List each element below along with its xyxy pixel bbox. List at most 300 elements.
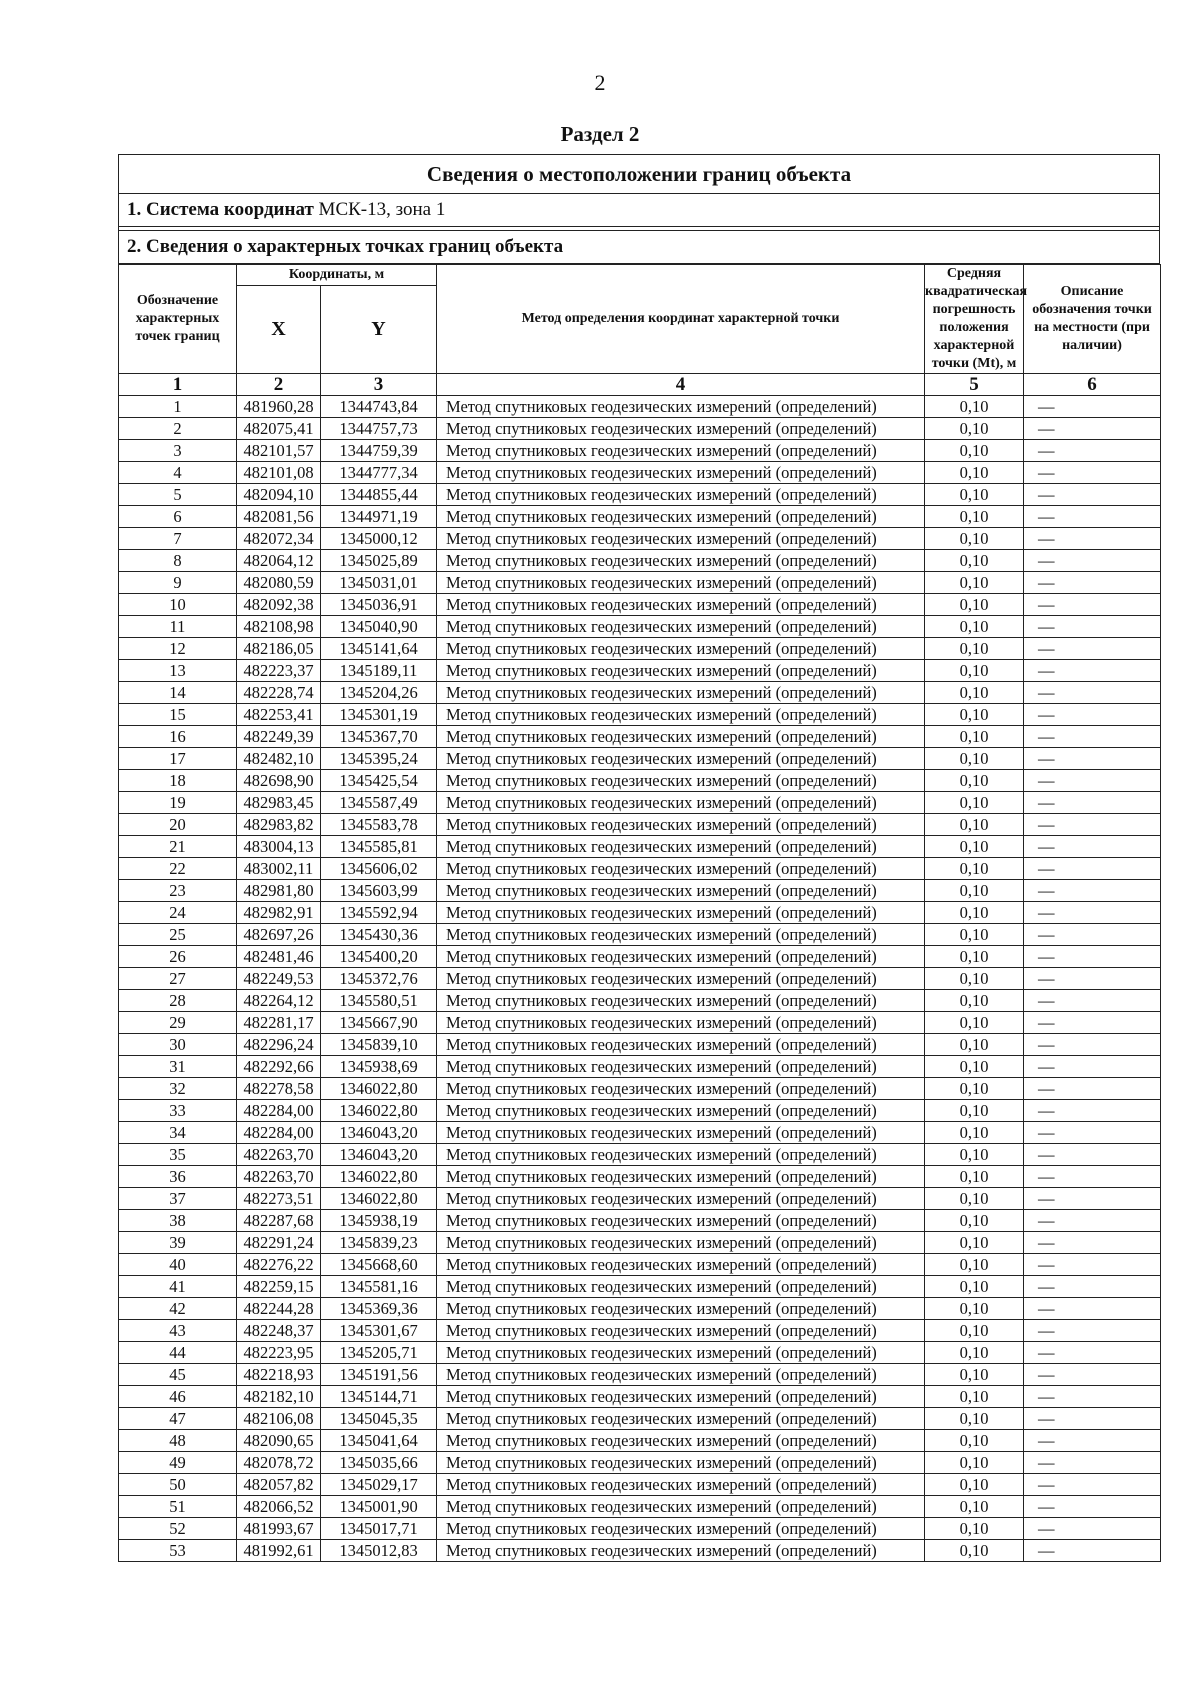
table-row: [119, 1254, 1161, 1276]
error-value: 0,10: [925, 1408, 1024, 1430]
point-number: 25: [119, 924, 237, 946]
description: —: [1024, 1078, 1161, 1100]
method: Метод спутниковых геодезических измерений (определений): [437, 1474, 925, 1496]
method: Метод спутниковых геодезических измерений (определений): [437, 770, 925, 792]
y-coordinate: 1345400,20: [321, 946, 437, 968]
point-number: 18: [119, 770, 237, 792]
header-method: Метод определения координат характерной точки: [437, 265, 925, 374]
table-row: [119, 1056, 1161, 1078]
y-coordinate: 1345369,36: [321, 1298, 437, 1320]
coordinate-system-line: [119, 194, 1159, 227]
x-coordinate: 482244,28: [237, 1298, 321, 1320]
table-row: [119, 1386, 1161, 1408]
description: —: [1024, 1518, 1161, 1540]
point-number: 42: [119, 1298, 237, 1320]
y-coordinate: 1345205,71: [321, 1342, 437, 1364]
table-row: [119, 1540, 1161, 1562]
description: —: [1024, 1056, 1161, 1078]
point-number: 30: [119, 1034, 237, 1056]
y-coordinate: 1345603,99: [321, 880, 437, 902]
point-number: 17: [119, 748, 237, 770]
table-row: [119, 1034, 1161, 1056]
point-number: 43: [119, 1320, 237, 1342]
y-coordinate: 1345938,19: [321, 1210, 437, 1232]
table-body: [119, 396, 1161, 1562]
method: Метод спутниковых геодезических измерений (определений): [437, 924, 925, 946]
x-coordinate: 482259,15: [237, 1276, 321, 1298]
x-coordinate: 482078,72: [237, 1452, 321, 1474]
method: Метод спутниковых геодезических измерений (определений): [437, 616, 925, 638]
method: Метод спутниковых геодезических измерений (определений): [437, 704, 925, 726]
x-coordinate: 482080,59: [237, 572, 321, 594]
x-coordinate: 482101,08: [237, 462, 321, 484]
y-coordinate: 1345301,19: [321, 704, 437, 726]
y-coordinate: 1345667,90: [321, 1012, 437, 1034]
x-coordinate: 482263,70: [237, 1144, 321, 1166]
method: Метод спутниковых геодезических измерений (определений): [437, 1496, 925, 1518]
boundary-points-table: [118, 264, 1161, 1562]
point-number: 45: [119, 1364, 237, 1386]
x-coordinate: 482182,10: [237, 1386, 321, 1408]
table-row: [119, 1298, 1161, 1320]
point-number: 13: [119, 660, 237, 682]
method: Метод спутниковых геодезических измерений (определений): [437, 484, 925, 506]
description: —: [1024, 484, 1161, 506]
y-coordinate: 1344759,39: [321, 440, 437, 462]
x-coordinate: 482284,00: [237, 1122, 321, 1144]
table-row: [119, 792, 1161, 814]
y-coordinate: 1345001,90: [321, 1496, 437, 1518]
table-row: [119, 1342, 1161, 1364]
point-number: 39: [119, 1232, 237, 1254]
point-number: 21: [119, 836, 237, 858]
description: —: [1024, 1144, 1161, 1166]
method: Метод спутниковых геодезических измерений (определений): [437, 1408, 925, 1430]
x-coordinate: 482264,12: [237, 990, 321, 1012]
y-coordinate: 1345204,26: [321, 682, 437, 704]
description: —: [1024, 1210, 1161, 1232]
error-value: 0,10: [925, 770, 1024, 792]
y-coordinate: 1345839,23: [321, 1232, 437, 1254]
description: —: [1024, 748, 1161, 770]
method: Метод спутниковых геодезических измерений (определений): [437, 748, 925, 770]
error-value: 0,10: [925, 660, 1024, 682]
method: Метод спутниковых геодезических измерений (определений): [437, 1232, 925, 1254]
method: Метод спутниковых геодезических измерений (определений): [437, 418, 925, 440]
method: Метод спутниковых геодезических измерений (определений): [437, 506, 925, 528]
x-coordinate: 482094,10: [237, 484, 321, 506]
point-number: 29: [119, 1012, 237, 1034]
description: —: [1024, 924, 1161, 946]
method: Метод спутниковых геодезических измерений (определений): [437, 594, 925, 616]
description: —: [1024, 1298, 1161, 1320]
method: Метод спутниковых геодезических измерений (определений): [437, 660, 925, 682]
x-coordinate: 482287,68: [237, 1210, 321, 1232]
description: —: [1024, 858, 1161, 880]
y-coordinate: 1346022,80: [321, 1100, 437, 1122]
method: Метод спутниковых геодезических измерений (определений): [437, 1078, 925, 1100]
error-value: 0,10: [925, 1188, 1024, 1210]
error-value: 0,10: [925, 1012, 1024, 1034]
x-coordinate: 482108,98: [237, 616, 321, 638]
table-row: [119, 506, 1161, 528]
table-row: [119, 638, 1161, 660]
y-coordinate: 1344777,34: [321, 462, 437, 484]
header-y: Y: [321, 285, 437, 373]
error-value: 0,10: [925, 1232, 1024, 1254]
column-number: 5: [925, 374, 1024, 396]
method: Метод спутниковых геодезических измерений (определений): [437, 726, 925, 748]
x-coordinate: 482106,08: [237, 1408, 321, 1430]
method: Метод спутниковых геодезических измерений (определений): [437, 1298, 925, 1320]
error-value: 0,10: [925, 1100, 1024, 1122]
description: —: [1024, 880, 1161, 902]
table-row: [119, 726, 1161, 748]
description: —: [1024, 1540, 1161, 1562]
table-row: [119, 1210, 1161, 1232]
y-coordinate: 1345592,94: [321, 902, 437, 924]
table-row: [119, 462, 1161, 484]
x-coordinate: 482981,80: [237, 880, 321, 902]
y-coordinate: 1345191,56: [321, 1364, 437, 1386]
method: Метод спутниковых геодезических измерений (определений): [437, 572, 925, 594]
table-row: [119, 814, 1161, 836]
y-coordinate: 1345029,17: [321, 1474, 437, 1496]
y-coordinate: 1346022,80: [321, 1188, 437, 1210]
y-coordinate: 1345025,89: [321, 550, 437, 572]
x-coordinate: 481960,28: [237, 396, 321, 418]
point-number: 6: [119, 506, 237, 528]
method: Метод спутниковых геодезических измерений (определений): [437, 1254, 925, 1276]
y-coordinate: 1345938,69: [321, 1056, 437, 1078]
y-coordinate: 1346043,20: [321, 1122, 437, 1144]
description: —: [1024, 528, 1161, 550]
description: —: [1024, 1430, 1161, 1452]
error-value: 0,10: [925, 572, 1024, 594]
error-value: 0,10: [925, 682, 1024, 704]
error-value: 0,10: [925, 858, 1024, 880]
y-coordinate: 1345017,71: [321, 1518, 437, 1540]
point-number: 11: [119, 616, 237, 638]
error-value: 0,10: [925, 1078, 1024, 1100]
x-coordinate: 482697,26: [237, 924, 321, 946]
error-value: 0,10: [925, 1056, 1024, 1078]
table-row: [119, 946, 1161, 968]
method: Метод спутниковых геодезических измерений (определений): [437, 440, 925, 462]
y-coordinate: 1344743,84: [321, 396, 437, 418]
error-value: 0,10: [925, 1342, 1024, 1364]
y-coordinate: 1345668,60: [321, 1254, 437, 1276]
table-row: [119, 924, 1161, 946]
method: Метод спутниковых геодезических измерений (определений): [437, 1364, 925, 1386]
point-number: 26: [119, 946, 237, 968]
table-row: [119, 880, 1161, 902]
table-row: [119, 1320, 1161, 1342]
description: —: [1024, 902, 1161, 924]
description: —: [1024, 418, 1161, 440]
y-coordinate: 1345430,36: [321, 924, 437, 946]
method: Метод спутниковых геодезических измерений (определений): [437, 902, 925, 924]
method: Метод спутниковых геодезических измерений (определений): [437, 396, 925, 418]
x-coordinate: 482090,65: [237, 1430, 321, 1452]
x-coordinate: 482186,05: [237, 638, 321, 660]
x-coordinate: 482223,95: [237, 1342, 321, 1364]
header-designation: Обозначение характерных точек границ: [119, 265, 237, 374]
description: —: [1024, 1496, 1161, 1518]
error-value: 0,10: [925, 594, 1024, 616]
header-error: Средняя квадратическая погрешность положения характерной точки (Mt), м: [925, 265, 1024, 374]
error-value: 0,10: [925, 1386, 1024, 1408]
y-coordinate: 1346022,80: [321, 1166, 437, 1188]
y-coordinate: 1345395,24: [321, 748, 437, 770]
point-number: 7: [119, 528, 237, 550]
error-value: 0,10: [925, 528, 1024, 550]
x-coordinate: 482278,58: [237, 1078, 321, 1100]
x-coordinate: 483004,13: [237, 836, 321, 858]
y-coordinate: 1345031,01: [321, 572, 437, 594]
x-coordinate: 482482,10: [237, 748, 321, 770]
table-row: [119, 572, 1161, 594]
x-coordinate: 482075,41: [237, 418, 321, 440]
error-value: 0,10: [925, 968, 1024, 990]
method: Метод спутниковых геодезических измерений (определений): [437, 836, 925, 858]
y-coordinate: 1346022,80: [321, 1078, 437, 1100]
column-number: 3: [321, 374, 437, 396]
error-value: 0,10: [925, 1518, 1024, 1540]
info-box: [118, 154, 1160, 264]
error-value: 0,10: [925, 484, 1024, 506]
table-row: [119, 1232, 1161, 1254]
description: —: [1024, 704, 1161, 726]
table-row: [119, 968, 1161, 990]
table-row: [119, 594, 1161, 616]
error-value: 0,10: [925, 1144, 1024, 1166]
point-number: 3: [119, 440, 237, 462]
point-number: 46: [119, 1386, 237, 1408]
y-coordinate: 1345045,35: [321, 1408, 437, 1430]
x-coordinate: 482263,70: [237, 1166, 321, 1188]
x-coordinate: 482223,37: [237, 660, 321, 682]
description: —: [1024, 1474, 1161, 1496]
header-x: X: [237, 285, 321, 373]
point-number: 27: [119, 968, 237, 990]
description: —: [1024, 1408, 1161, 1430]
point-number: 20: [119, 814, 237, 836]
table-row: [119, 1276, 1161, 1298]
x-coordinate: 482253,41: [237, 704, 321, 726]
error-value: 0,10: [925, 1210, 1024, 1232]
error-value: 0,10: [925, 1034, 1024, 1056]
y-coordinate: 1346043,20: [321, 1144, 437, 1166]
table-row: [119, 704, 1161, 726]
header-description: Описание обозначения точки на местности (при наличии): [1024, 265, 1161, 374]
table-row: [119, 682, 1161, 704]
method: Метод спутниковых геодезических измерений (определений): [437, 1122, 925, 1144]
description: —: [1024, 616, 1161, 638]
y-coordinate: 1344855,44: [321, 484, 437, 506]
error-value: 0,10: [925, 880, 1024, 902]
table-row: [119, 440, 1161, 462]
table-row: [119, 748, 1161, 770]
point-number: 44: [119, 1342, 237, 1364]
error-value: 0,10: [925, 462, 1024, 484]
description: —: [1024, 638, 1161, 660]
error-value: 0,10: [925, 1276, 1024, 1298]
description: —: [1024, 572, 1161, 594]
table-row: [119, 770, 1161, 792]
point-number: 10: [119, 594, 237, 616]
method: Метод спутниковых геодезических измерений (определений): [437, 968, 925, 990]
description: —: [1024, 1320, 1161, 1342]
y-coordinate: 1345583,78: [321, 814, 437, 836]
x-coordinate: 482249,39: [237, 726, 321, 748]
y-coordinate: 1345189,11: [321, 660, 437, 682]
point-number: 49: [119, 1452, 237, 1474]
point-number: 37: [119, 1188, 237, 1210]
point-number: 53: [119, 1540, 237, 1562]
table-row: [119, 1408, 1161, 1430]
table-row: [119, 1452, 1161, 1474]
error-value: 0,10: [925, 924, 1024, 946]
box-title: Сведения о местоположении границ объекта: [119, 155, 1159, 194]
x-coordinate: 482066,52: [237, 1496, 321, 1518]
method: Метод спутниковых геодезических измерений (определений): [437, 1144, 925, 1166]
y-coordinate: 1345581,16: [321, 1276, 437, 1298]
x-coordinate: 481992,61: [237, 1540, 321, 1562]
x-coordinate: 482983,82: [237, 814, 321, 836]
point-number: 38: [119, 1210, 237, 1232]
method: Метод спутниковых геодезических измерений (определений): [437, 1012, 925, 1034]
x-coordinate: 482248,37: [237, 1320, 321, 1342]
point-number: 28: [119, 990, 237, 1012]
error-value: 0,10: [925, 1122, 1024, 1144]
error-value: 0,10: [925, 704, 1024, 726]
error-value: 0,10: [925, 1166, 1024, 1188]
table-row: [119, 528, 1161, 550]
point-number: 9: [119, 572, 237, 594]
table-row: [119, 550, 1161, 572]
table-row: [119, 1100, 1161, 1122]
point-number: 48: [119, 1430, 237, 1452]
description: —: [1024, 506, 1161, 528]
method: Метод спутниковых геодезических измерений (определений): [437, 638, 925, 660]
description: —: [1024, 440, 1161, 462]
x-coordinate: 482092,38: [237, 594, 321, 616]
error-value: 0,10: [925, 1254, 1024, 1276]
point-number: 2: [119, 418, 237, 440]
y-coordinate: 1345141,64: [321, 638, 437, 660]
method: Метод спутниковых геодезических измерений (определений): [437, 1540, 925, 1562]
y-coordinate: 1345839,10: [321, 1034, 437, 1056]
method: Метод спутниковых геодезических измерений (определений): [437, 1518, 925, 1540]
method: Метод спутниковых геодезических измерений (определений): [437, 1342, 925, 1364]
table-row: [119, 1012, 1161, 1034]
table-row: [119, 660, 1161, 682]
description: —: [1024, 1276, 1161, 1298]
y-coordinate: 1345301,67: [321, 1320, 437, 1342]
points-section-title: 2. Сведения о характерных точках границ объекта: [119, 231, 1159, 264]
method: Метод спутниковых геодезических измерений (определений): [437, 880, 925, 902]
x-coordinate: 482228,74: [237, 682, 321, 704]
section-title: Раздел 2: [560, 122, 640, 146]
table-row: [119, 1496, 1161, 1518]
description: —: [1024, 550, 1161, 572]
error-value: 0,10: [925, 1364, 1024, 1386]
point-number: 8: [119, 550, 237, 572]
y-coordinate: 1345012,83: [321, 1540, 437, 1562]
method: Метод спутниковых геодезических измерений (определений): [437, 528, 925, 550]
point-number: 41: [119, 1276, 237, 1298]
y-coordinate: 1345035,66: [321, 1452, 437, 1474]
error-value: 0,10: [925, 1298, 1024, 1320]
error-value: 0,10: [925, 902, 1024, 924]
point-number: 4: [119, 462, 237, 484]
table-row: [119, 1078, 1161, 1100]
table-row: [119, 858, 1161, 880]
table-row: [119, 1188, 1161, 1210]
y-coordinate: 1344971,19: [321, 506, 437, 528]
error-value: 0,10: [925, 946, 1024, 968]
point-number: 5: [119, 484, 237, 506]
description: —: [1024, 726, 1161, 748]
y-coordinate: 1345585,81: [321, 836, 437, 858]
description: —: [1024, 1034, 1161, 1056]
x-coordinate: 482481,46: [237, 946, 321, 968]
description: —: [1024, 1254, 1161, 1276]
table-row: [119, 990, 1161, 1012]
method: Метод спутниковых геодезических измерений (определений): [437, 462, 925, 484]
point-number: 34: [119, 1122, 237, 1144]
method: Метод спутниковых геодезических измерений (определений): [437, 946, 925, 968]
error-value: 0,10: [925, 418, 1024, 440]
table-row: [119, 396, 1161, 418]
method: Метод спутниковых геодезических измерений (определений): [437, 1452, 925, 1474]
description: —: [1024, 462, 1161, 484]
error-value: 0,10: [925, 616, 1024, 638]
method: Метод спутниковых геодезических измерений (определений): [437, 1166, 925, 1188]
column-number: 6: [1024, 374, 1161, 396]
error-value: 0,10: [925, 1430, 1024, 1452]
description: —: [1024, 396, 1161, 418]
error-value: 0,10: [925, 1452, 1024, 1474]
x-coordinate: 482101,57: [237, 440, 321, 462]
description: —: [1024, 1364, 1161, 1386]
x-coordinate: 482218,93: [237, 1364, 321, 1386]
description: —: [1024, 1386, 1161, 1408]
point-number: 36: [119, 1166, 237, 1188]
y-coordinate: 1345144,71: [321, 1386, 437, 1408]
description: —: [1024, 1188, 1161, 1210]
column-number: 1: [119, 374, 237, 396]
table-row: [119, 1518, 1161, 1540]
description: —: [1024, 1452, 1161, 1474]
description: —: [1024, 1100, 1161, 1122]
description: —: [1024, 968, 1161, 990]
error-value: 0,10: [925, 638, 1024, 660]
error-value: 0,10: [925, 814, 1024, 836]
point-number: 15: [119, 704, 237, 726]
coordinate-system-value: МСК-13, зона 1: [313, 199, 446, 220]
description: —: [1024, 946, 1161, 968]
table-row: [119, 836, 1161, 858]
method: Метод спутниковых геодезических измерений (определений): [437, 1276, 925, 1298]
table-row: [119, 1430, 1161, 1452]
table-row: [119, 616, 1161, 638]
x-coordinate: 482982,91: [237, 902, 321, 924]
y-coordinate: 1345036,91: [321, 594, 437, 616]
y-coordinate: 1345041,64: [321, 1430, 437, 1452]
x-coordinate: 482284,00: [237, 1100, 321, 1122]
